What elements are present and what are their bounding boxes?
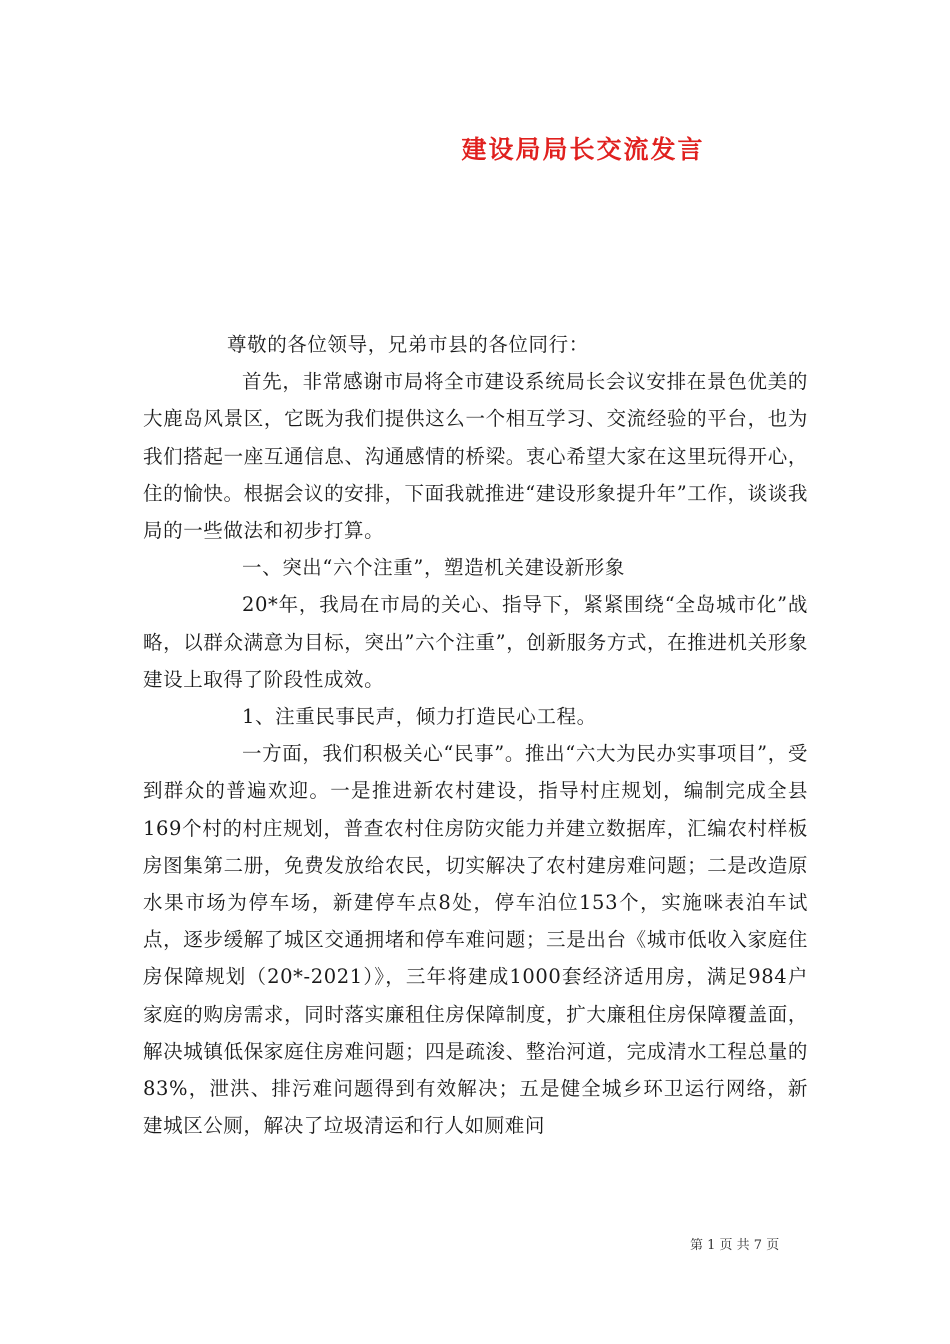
document-title: 建设局局长交流发言 — [461, 135, 705, 164]
paragraph-overview: 20*年，我局在市局的关心、指导下，紧紧围绕“全岛城市化”战略，以群众满意为目标，突出”六个注重”，创新服务方式，在推进机关形象建设上取得了阶段性成效。 — [143, 593, 808, 691]
salutation: 尊敬的各位领导，兄弟市县的各位同行： — [227, 333, 589, 356]
page-number: 第 1 页 共 7 页 — [690, 1238, 780, 1253]
document-body — [143, 326, 808, 1144]
paragraph-intro: 首先，非常感谢市局将全市建设系统局长会议安排在景色优美的大鹿岛风景区，它既为我们提供这么一个相互学习、交流经验的平台，也为我们搭起一座互通信息、沟通感情的桥梁。衷心希望大家在这里玩得开心，住的愉快。根据会议的安排，下面我就推进“建设形象提升年”工作，谈谈我局的一些做法和初步打算。 — [143, 370, 808, 543]
paragraph-details: 一方面，我们积极关心“民事”。推出“六大为民办实事项目”，受到群众的普遍欢迎。一是推进新农村建设，指导村庄规划，编制完成全县169个村的村庄规划，普查农村住房防灾能力并建立数据库，汇编农村样板房图集第二册，免费发放给农民，切实解决了农村建房难问题；二是改造原水果市场为停车场，新建停车点8处，停车泊位153个，实施咪表泊车试点，逐步缓解了城区交通拥堵和停车难问题；三是出台《城市低收入家庭住房保障规划（20*-2021）》，三年将建成1000套经济适用房，满足984户家庭的购房需求，同时落实廉租住房保障制度，扩大廉租住房保障覆盖面，解决城镇低保家庭住房难问题；四是疏浚、整治河道，完成清水工程总量的83%，泄洪、排污难问题得到有效解决；五是健全城乡环卫运行网络，新建城区公厕，解决了垃圾清运和行人如厕难问 — [143, 742, 808, 1138]
section-heading-1: 一、突出“六个注重”，塑造机关建设新形象 — [242, 556, 625, 580]
subsection-heading-1: 1、注重民事民声，倾力打造民心工程。 — [242, 705, 597, 729]
